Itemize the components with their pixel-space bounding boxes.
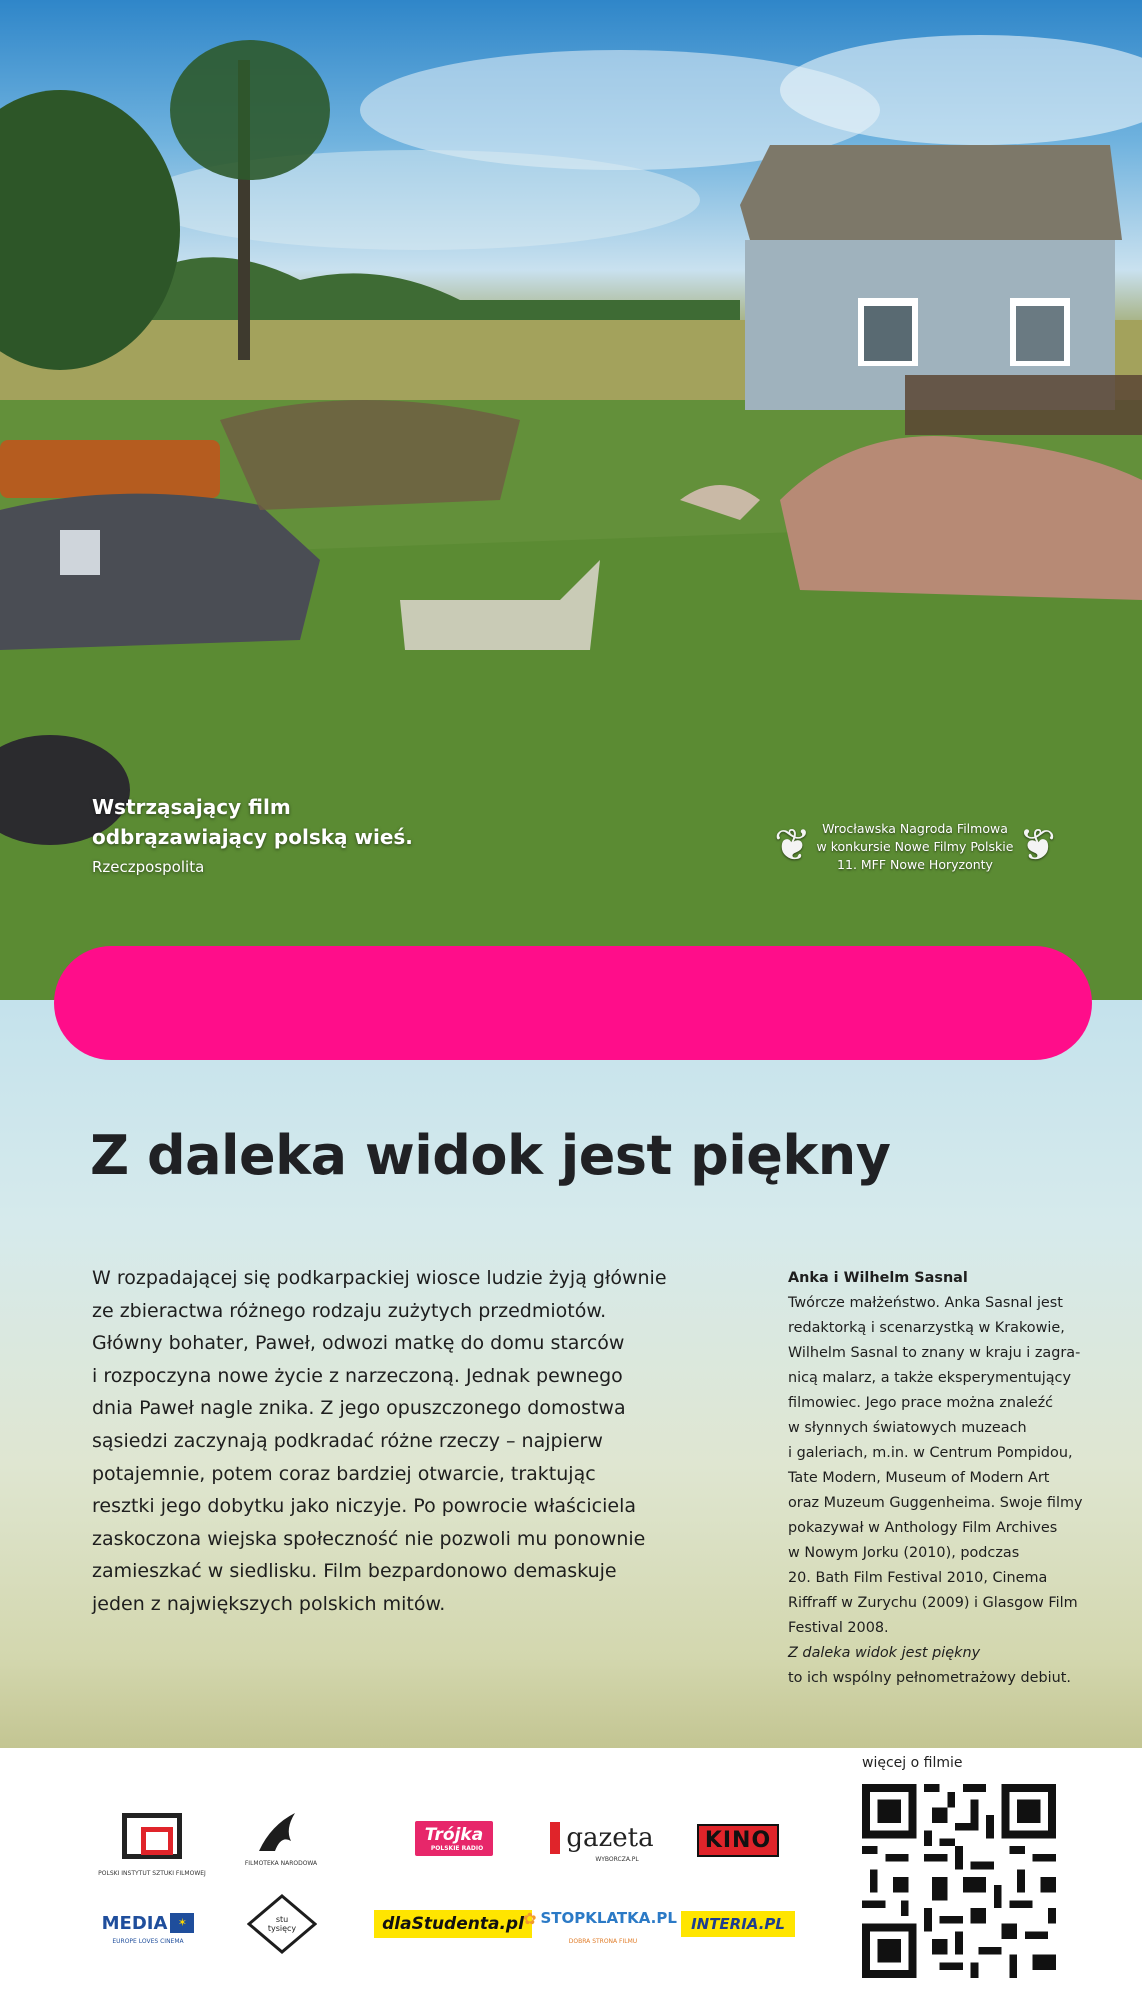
bio-line: Tate Modern, Museum of Modern Art [788, 1470, 1050, 1486]
media-caption: EUROPE LOVES CINEMA [112, 1938, 184, 1945]
quote-source: Rzeczpospolita [92, 858, 205, 876]
eu-stars-icon: ✶ [170, 1913, 194, 1933]
filmoteka-caption: FILMOTEKA NARODOWA [244, 1860, 318, 1867]
stopklatka-logo [523, 1900, 677, 1936]
quote-line-2: odbrązawiający polską wieś. [92, 825, 413, 849]
synopsis-line: resztki jego dobytku jako niczyje. Po powrocie właściciela [92, 1495, 636, 1518]
bio-line: to ich wspólny pełnometrażowy debiut. [788, 1670, 1071, 1686]
bio-line: Riffraff w Zurychu (2009) i Glasgow Film [788, 1595, 1078, 1611]
dlastudenta-logo [382, 1906, 524, 1942]
accent-bar [54, 946, 1092, 1060]
trojka-sub: POLSKIE RADIO [430, 1844, 484, 1852]
award-line-3: 11. MFF Nowe Horyzonty [837, 857, 993, 872]
award-badge [774, 816, 1056, 882]
directors-bio [788, 1266, 1088, 1691]
filmoteka-logo [246, 1806, 316, 1858]
bio-line: w Nowym Jorku (2010), podczas [788, 1545, 1020, 1561]
gazeta-caption: WYBORCZA.PL [595, 1856, 639, 1863]
qr-code-icon[interactable] [862, 1784, 1056, 1978]
pisf-logo [116, 1808, 188, 1864]
bio-festival-text: Festival 2008. [788, 1620, 889, 1636]
bio-line: Twórcze małżeństwo. Anka Sasnal jest [788, 1295, 1063, 1311]
synopsis-line: Główny bohater, Paweł, odwozi matkę do domu starców [92, 1332, 625, 1355]
award-line-1: Wrocławska Nagroda Filmowa [822, 821, 1008, 836]
bio-line: oraz Muzeum Guggenheima. Swoje filmy [788, 1495, 1083, 1511]
press-quote [92, 792, 413, 880]
award-line-2: w konkursie Nowe Filmy Polskie [816, 839, 1014, 854]
synopsis-line: dnia Paweł nagle znika. Z jego opuszczonego domostwa [92, 1397, 626, 1420]
synopsis-line: ze zbieractwa różnego rodzaju zużytych przedmiotów. [92, 1299, 607, 1322]
bio-line-with-title [788, 1616, 1088, 1666]
bio-line: w słynnych światowych muzeach [788, 1420, 1027, 1436]
synopsis-line: W rozpadającej się podkarpackiej wiosce ludzie żyją głównie [92, 1267, 667, 1289]
media-name: MEDIA [101, 1912, 168, 1934]
bio-line: nicą malarz, a także eksperymentujący [788, 1370, 1071, 1386]
filmoteka-bird-icon [251, 1807, 311, 1857]
pisf-mark-icon [122, 1813, 182, 1859]
quote-line-1: Wstrząsający film [92, 795, 291, 819]
stutysiecy-logo [246, 1894, 318, 1954]
pisf-caption: POLSKI INSTYTUT SZTUKI FILMOWEJ [98, 1870, 206, 1877]
film-title: Z daleka widok jest piękny [90, 1124, 891, 1187]
bio-italic-film-title: Z daleka widok jest piękny [788, 1645, 981, 1661]
kino-name: KINO [697, 1824, 779, 1857]
synopsis-line: sąsiedzi zaczynają podkradać różne rzeczy – najpierw [92, 1429, 603, 1452]
dlastudenta-name: dlaStudenta.pl [374, 1910, 532, 1938]
bio-line: pokazywał w Anthology Film Archives [788, 1520, 1058, 1536]
stopklatka-caption: DOBRA STRONA FILMU [568, 1938, 638, 1945]
synopsis-line: i rozpoczyna nowe życie z narzeczoną. Jednak pewnego [92, 1364, 623, 1387]
laurel-right-icon: ❦ [1019, 820, 1056, 871]
laurel-left-icon: ❦ [774, 820, 811, 871]
stopklatka-reel-icon: ✿ [523, 1908, 537, 1928]
trojka-name: Trójka [424, 1824, 484, 1845]
kino-logo [690, 1822, 786, 1858]
bio-line: i galeriach, m.in. w Centrum Pompidou, [788, 1445, 1073, 1461]
stopklatka-name: STOPKLATKA.PL [540, 1909, 677, 1927]
bio-line: filmowiec. Jego prace można znaleźć [788, 1395, 1054, 1411]
synopsis-line: zamieszkać w siedlisku. Film bezpardonowo demaskuje [92, 1560, 617, 1583]
gazeta-flag-icon [550, 1822, 560, 1854]
synopsis-line: potajemnie, potem coraz bardziej otwarcie, traktując [92, 1462, 596, 1485]
gazeta-name: gazeta [566, 1823, 654, 1853]
interia-name: INTERIA.PL [681, 1911, 795, 1937]
synopsis-line: zaskoczona wiejska społeczność nie pozwoli mu ponownie [92, 1527, 646, 1550]
bio-line: redaktorką i scenarzystką w Krakowie, [788, 1320, 1065, 1336]
bio-line: 20. Bath Film Festival 2010, Cinema [788, 1570, 1048, 1586]
synopsis-line: jeden z największych polskich mitów. [92, 1592, 446, 1615]
stutysiecy-name: stu tysięcy [267, 1915, 297, 1933]
synopsis [92, 1262, 732, 1621]
bio-title: Anka i Wilhelm Sasnal [788, 1270, 968, 1286]
gazeta-logo [546, 1816, 658, 1860]
interia-logo [686, 1906, 790, 1942]
bio-line: Wilhelm Sasnal to znany w kraju i zagra- [788, 1345, 1081, 1361]
qr-label: więcej o filmie [862, 1755, 963, 1771]
media-logo [90, 1906, 206, 1940]
trojka-logo [400, 1818, 508, 1858]
